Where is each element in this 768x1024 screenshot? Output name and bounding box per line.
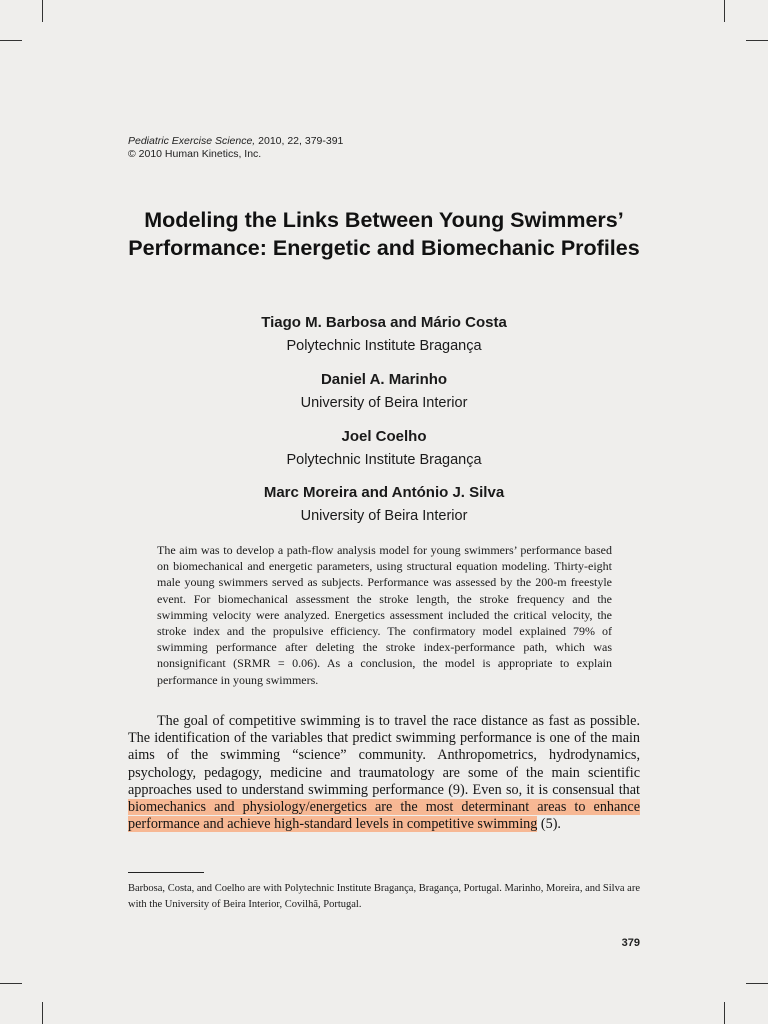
journal-line [128, 135, 343, 148]
crop-mark-top-left-h [0, 40, 22, 41]
article-title: Modeling the Links Between Young Swimmers’ Performance: Energetic and Biomechanic Profiles [128, 208, 640, 260]
author-names: Tiago M. Barbosa and Mário Costa [261, 314, 507, 331]
author-block-3 [128, 427, 640, 470]
journal-volume: 2010, 22, 379-391 [255, 135, 344, 147]
body-text-end: (5). [537, 816, 561, 833]
page-number: 379 [621, 937, 640, 949]
body-text-start: The goal of competitive swimming is to travel the race distance as fast as possible. The identification of the variables that predict swimming performance is one of the main aims of the swimming “science” community. Anthropometrics, hydrodynamics, psychology, pedagogy, medicine and traumatology are some of the main scientific approaches used to understand swimming performance (9). Even so, it is consensual that [128, 713, 640, 798]
crop-mark-bottom-left [42, 1002, 43, 1024]
author-affiliation: Polytechnic Institute Bragança [286, 338, 482, 354]
author-names: Marc Moreira and António J. Silva [263, 484, 505, 501]
journal-citation [128, 135, 343, 161]
footnote: Barbosa, Costa, and Coelho are with Polytechnic Institute Bragança, Bragança, Portugal. Marinho, Moreira, and Silva are with the University of Beira Interior, Covilhã, Portugal. [128, 883, 640, 910]
crop-mark-top-right [724, 0, 725, 22]
crop-mark-bottom-right-h [746, 983, 768, 984]
crop-mark-top-right-h [746, 40, 768, 41]
highlighted-text[interactable]: biomechanics and physiology/energetics are the most determinant areas to enhance performance and achieve high-standard levels in competitive swimming [128, 799, 640, 833]
author-names: Daniel A. Marinho [320, 371, 448, 388]
crop-mark-bottom-left-h [0, 983, 22, 984]
body-paragraph [128, 713, 640, 833]
crop-mark-top-left [42, 0, 43, 22]
author-names: Joel Coelho [341, 428, 427, 445]
author-block-2 [128, 370, 640, 413]
crop-mark-bottom-right [724, 1002, 725, 1024]
author-block-4 [128, 483, 640, 526]
journal-name: Pediatric Exercise Science, [128, 135, 256, 147]
author-block-1 [128, 313, 640, 356]
author-affiliation: University of Beira Interior [300, 508, 468, 524]
abstract: The aim was to develop a path-flow analysis model for young swimmers’ performance based on biomechanical and energetic parameters, using structural equation modeling. Thirty-eight male young swimmers served as subjects. Performance was assessed by the 200-m freestyle event. For biomechanical assessment the stroke length, the stroke frequency and the swimming velocity were analyzed. Energetics assessment included the critical velocity, the stroke index and the propulsive efficiency. The confirmatory model explained 79% of swimming performance after deleting the stroke index-performance path, which was nonsignificant (SRMR = 0.06). As a conclusion, the model is appropriate to explain performance in young swimmers. [157, 543, 612, 687]
author-affiliation: University of Beira Interior [300, 395, 468, 411]
copyright: © 2010 Human Kinetics, Inc. [128, 148, 262, 160]
footnote-divider [128, 872, 204, 873]
author-affiliation: Polytechnic Institute Bragança [286, 452, 482, 468]
